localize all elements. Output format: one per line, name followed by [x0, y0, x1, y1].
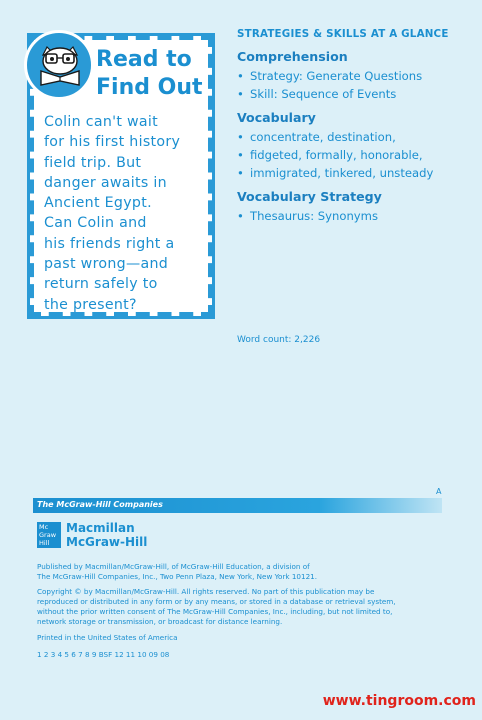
comprehension-section [237, 48, 467, 103]
read-box-line: his friends right a [44, 235, 175, 252]
read-box-line: Ancient Egypt. [44, 195, 152, 212]
fine-line: Copyright © by Macmillan/McGraw-Hill. All rights reserved. No part of this publication may be [37, 587, 375, 596]
strategies-heading: STRATEGIES & SKILLS AT A GLANCE [237, 28, 449, 40]
fine-line: network storage or transmission, or broadcast for distance learning. [37, 617, 283, 626]
read-box-title-line1: Read to [96, 47, 192, 72]
copyright-text [37, 587, 447, 627]
printed-in-text: Printed in the United States of America [37, 633, 178, 642]
reading-owl-icon-graphic [37, 45, 83, 87]
read-box-title-line2: Find Out [96, 75, 203, 100]
list-item: • concentrate, destination, [237, 128, 467, 146]
vocab-line: immigrated, tinkered, unsteady [250, 166, 434, 180]
logo-line2: McGraw-Hill [66, 535, 148, 549]
read-box-line: return safely to [44, 276, 158, 293]
fine-line: without the prior written consent of The McGraw-Hill Companies, Inc., including, but not limited to, [37, 607, 393, 616]
read-box-line: for his first history [44, 134, 181, 151]
list-item: • Strategy: Generate Questions [237, 67, 467, 85]
vocab-strategy-section [237, 188, 467, 225]
fine-line: reproduced or distributed in any form or by any means, or stored in a database or retrieval system, [37, 597, 396, 606]
read-box-title [96, 46, 216, 102]
read-box-line: Colin can't wait [44, 114, 159, 130]
comprehension-title: Comprehension [237, 49, 348, 64]
fine-line: Published by Macmillan/McGraw-Hill, of McGraw-Hill Education, a division of [37, 562, 310, 571]
vocab-line: fidgeted, formally, honorable, [250, 148, 423, 162]
publisher-logo-text [66, 521, 147, 549]
strategies-panel [237, 28, 467, 231]
logo-line1: Macmillan [66, 521, 135, 535]
vocabulary-section [237, 109, 467, 182]
read-box-line: the present? [44, 296, 137, 313]
vocabulary-title: Vocabulary [237, 110, 316, 125]
publisher-banner-text: The McGraw-Hill Companies [37, 500, 163, 509]
fine-line: The McGraw-Hill Companies, Inc., Two Penn Plaza, New York, New York 10121. [37, 572, 318, 581]
read-to-find-out-box [27, 33, 215, 319]
edition-mark: A [436, 487, 442, 496]
logo-box-line: Mc [39, 523, 49, 531]
print-line: 1 2 3 4 5 6 7 8 9 BSF 12 11 10 09 08 [37, 650, 170, 659]
read-box-line: past wrong—and [44, 256, 169, 273]
watermark-link[interactable]: www.tingroom.com [322, 693, 476, 709]
read-box-line: field trip. But [44, 154, 142, 171]
read-box-line: danger awaits in [44, 174, 167, 191]
logo-box-line: Hill [39, 539, 50, 547]
list-item: • Thesaurus: Synonyms [237, 207, 467, 225]
list-item-continued [237, 146, 467, 164]
list-item: • Skill: Sequence of Events [237, 85, 467, 103]
vocab-strategy-title: Vocabulary Strategy [237, 189, 382, 204]
list-item-continued [237, 164, 467, 182]
publisher-banner [33, 498, 442, 513]
read-box-line: Can Colin and [44, 215, 147, 232]
word-count: Word count: 2,226 [237, 335, 321, 345]
read-box-text [44, 112, 214, 315]
mcgraw-hill-logo-icon [37, 522, 61, 548]
published-by-text [37, 562, 447, 582]
logo-box-line: Graw [39, 531, 57, 539]
reading-owl-icon [24, 30, 94, 100]
